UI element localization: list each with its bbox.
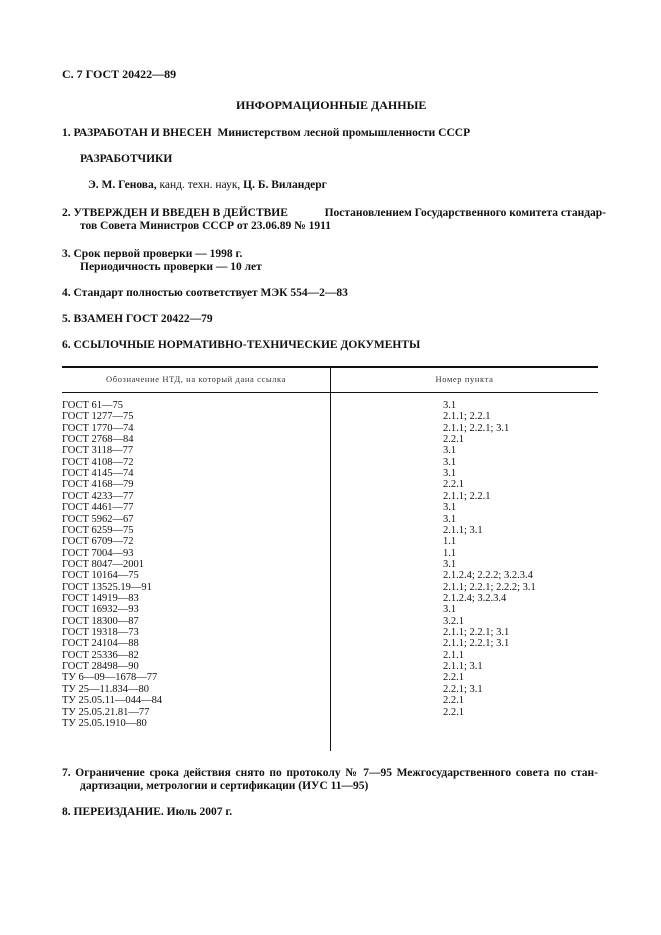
table-header-item: Номер пункта [435, 374, 494, 384]
section-2-line2: тов Совета Министров СССР от 23.06.89 № 1911 [80, 220, 331, 232]
table-cell-item: 2.1.1; 2.2.1 [443, 490, 491, 502]
table-cell-item: 3.1 [443, 400, 457, 411]
table-cell-doc: ГОСТ 6259—75 [62, 524, 134, 536]
table-cell-item: 1.1 [443, 547, 457, 559]
table-cell-item: 3.1 [443, 558, 457, 570]
table-cell-doc: ГОСТ 8047—2001 [62, 558, 145, 570]
table-cell-item: 2.1.1; 2.2.1; 3.1 [443, 627, 510, 638]
table-cell-doc: ГОСТ 14919—83 [62, 593, 139, 604]
table-cell-doc: ТУ 25.05.1910—80 [62, 717, 147, 729]
table-cell-item: 2.1.1; 2.2.1; 2.2.2; 3.1 [443, 581, 536, 593]
section-1-lead: 1. РАЗРАБОТАН И ВНЕСЕН [62, 127, 212, 139]
table-cell-item: 3.1 [443, 502, 457, 514]
table-column-divider [330, 366, 331, 751]
table-cell-doc: ГОСТ 1277—75 [62, 411, 134, 423]
developers-heading: РАЗРАБОТЧИКИ [80, 153, 173, 165]
section-2-lead: 2. УТВЕРЖДЕН И ВВЕДЕН В ДЕЙСТВИЕ [62, 207, 288, 219]
table-cell-doc: ГОСТ 2768—84 [62, 434, 134, 446]
table-cell-doc: ГОСТ 4145—74 [62, 468, 134, 480]
table-cell-item: 2.1.1 [443, 649, 464, 661]
table-cell-doc: ГОСТ 18300—87 [62, 615, 139, 627]
section-1 [62, 127, 470, 139]
table-cell-item: 2.1.1; 3.1 [443, 524, 483, 536]
table-cell-doc: ГОСТ 7004—93 [62, 547, 134, 559]
table-cell-item: 3.2.1 [443, 615, 464, 627]
table-cell-item: 3.1 [443, 513, 457, 525]
table-cell-item: 2.1.1; 2.2.1; 3.1 [443, 638, 510, 650]
table-cell-doc: ТУ 25.05.21.81—77 [62, 706, 150, 718]
table-cell-doc: ГОСТ 5962—67 [62, 513, 134, 525]
table-cell-item: 3.1 [443, 445, 457, 457]
section-3-line2: Периодичность проверки — 10 лет [80, 261, 262, 273]
table-cell-doc: ГОСТ 28498—90 [62, 661, 139, 672]
section-3-line1: 3. Срок первой проверки — 1998 г. [62, 248, 243, 260]
table-cell-doc: ГОСТ 4233—77 [62, 490, 134, 502]
table-cell-item: 1.1 [443, 536, 457, 548]
table-cell-item: 2.1.2.4; 3.2.3.4 [443, 593, 507, 604]
section-2-line1 [62, 207, 606, 219]
table-cell-item: 2.2.1 [443, 672, 464, 684]
page-header: С. 7 ГОСТ 20422—89 [62, 67, 177, 81]
table-cell-item: 3.1 [443, 456, 457, 468]
section-1-text: Министерством лесной промышленности СССР [217, 127, 471, 139]
table-cell-doc: ГОСТ 24104—88 [62, 638, 139, 650]
table-cell-doc: ТУ 25.05.11—044—84 [62, 695, 163, 707]
table-cell-item: 2.2.1 [443, 434, 464, 446]
section-7-line1: 7. Ограничение срока действия снято по протоколу № 7—95 Межгосударственного совета по стан- [62, 767, 598, 779]
table-cell-item: 2.1.1; 3.1 [443, 661, 483, 672]
table-cell-doc: ГОСТ 6709—72 [62, 536, 134, 548]
table-cell-doc: ГОСТ 4461—77 [62, 502, 134, 514]
table-cell-doc: ГОСТ 1770—74 [62, 422, 134, 434]
developer-2: Ц. Б. Виландерг [243, 179, 327, 191]
section-4: 4. Стандарт полностью соответствует МЭК 554—2—83 [62, 287, 348, 299]
page-title: ИНФОРМАЦИОННЫЕ ДАННЫЕ [236, 98, 427, 112]
table-cell-item: 2.2.1; 3.1 [443, 683, 483, 695]
section-7-line2: дартизации, метрологии и сертификации (ИУС 11—95) [80, 780, 369, 792]
table-cell-item: 2.2.1 [443, 706, 464, 718]
developers-list [88, 179, 327, 191]
table-cell-doc: ГОСТ 61—75 [62, 400, 124, 411]
table-cell-item: 2.1.1; 2.2.1; 3.1 [443, 422, 510, 434]
table-cell-doc: ГОСТ 4168—79 [62, 479, 134, 491]
table-cell-item: 2.1.1; 2.2.1 [443, 411, 491, 423]
table-cell-doc: ГОСТ 19318—73 [62, 627, 139, 638]
table-cell-doc: ГОСТ 25336—82 [62, 649, 139, 661]
table-cell-item: 3.1 [443, 604, 457, 616]
table-cell-doc: ТУ 6—09—1678—77 [62, 672, 158, 684]
table-cell-item: 3.1 [443, 468, 457, 480]
table-cell-item: 2.2.1 [443, 695, 464, 707]
table-cell-doc: ТУ 25—11.834—80 [62, 683, 149, 695]
section-8: 8. ПЕРЕИЗДАНИЕ. Июль 2007 г. [62, 806, 233, 818]
table-cell-doc: ГОСТ 4108—72 [62, 456, 134, 468]
section-2-text: Постановлением Государственного комитета стандар- [324, 207, 606, 219]
table-cell-doc: ГОСТ 13525.19—91 [62, 581, 152, 593]
table-header-doc: Обозначение НТД, на который дана ссылка [106, 374, 286, 384]
section-6-title: 6. ССЫЛОЧНЫЕ НОРМАТИВНО-ТЕХНИЧЕСКИЕ ДОКУМЕНТЫ [62, 339, 421, 351]
table-cell-doc: ГОСТ 10164—75 [62, 570, 139, 582]
table-cell-doc: ГОСТ 16932—93 [62, 604, 139, 616]
section-5: 5. ВЗАМЕН ГОСТ 20422—79 [62, 313, 213, 325]
table-cell-item: 2.2.1 [443, 479, 464, 491]
table-cell-item: 2.1.2.4; 2.2.2; 3.2.3.4 [443, 570, 533, 582]
developer-1: Э. М. Генова, [88, 179, 157, 191]
developer-degree: канд. техн. наук, [159, 179, 241, 191]
table-cell-doc: ГОСТ 3118—77 [62, 445, 134, 457]
